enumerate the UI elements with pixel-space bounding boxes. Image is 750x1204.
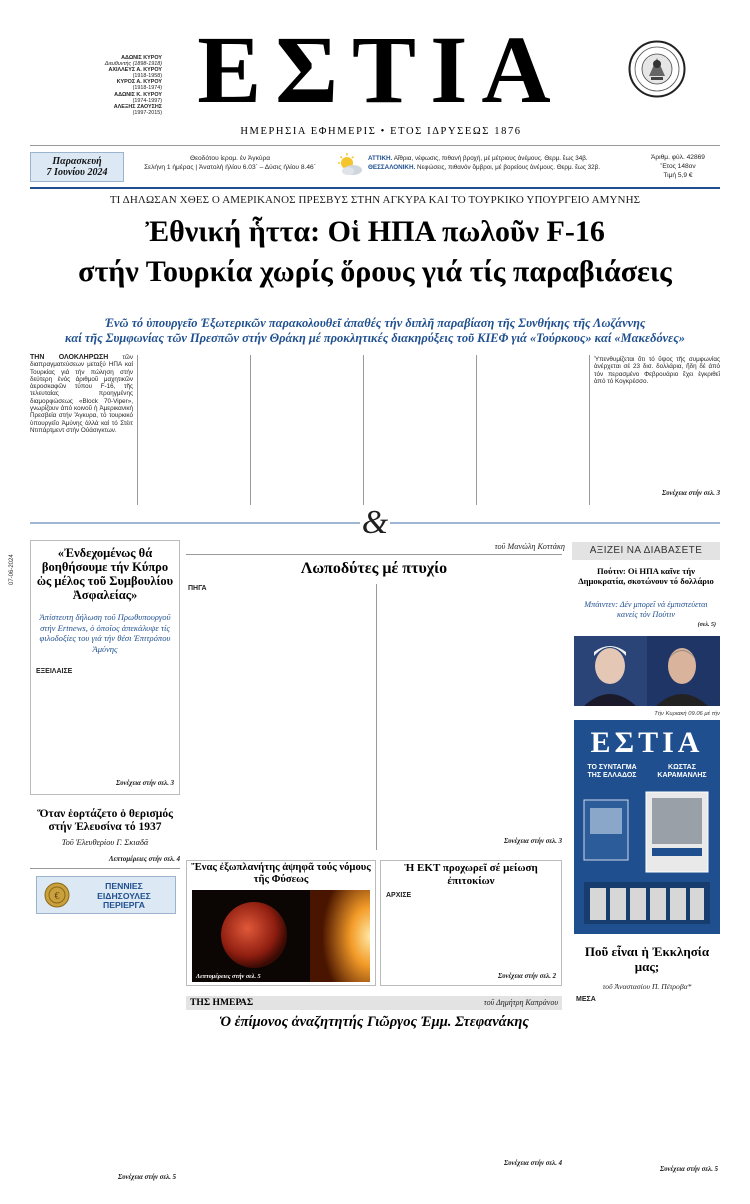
ecb-title[interactable]: Ἡ ΕΚΤ προχωρεῖ σέ μείωση ἐπιτοκίων [404,862,538,887]
feature-col-1-lines [188,593,370,849]
sunday-note: Τήν Κυριακή 09.06 μέ τήν [654,711,720,717]
date-box [30,152,124,182]
founder-years: (1918-1958) [132,73,162,80]
feature-dropcap: ΠΗΓΑ [188,585,207,592]
lead-column-3 [255,356,358,504]
weather-region: ΘΕΣΣΑΛΟΝΙΚΗ. [368,164,416,171]
tis-col-1 [188,1036,276,1168]
svg-text:€: € [54,891,60,902]
sidebar-deck: Μπάιντεν: Δέν μπορεῖ νά ἐμπιστεύεται κανείς τόν Πούτιν [584,600,708,619]
eleusis-author: Τοῦ Ἐλευθερίου Γ. Σκιαδᾶ [61,838,149,847]
gossip-body-2 [36,998,176,1072]
promo-book-1: ΤΟ ΣΥΝΤΑΓΜΑ ΤΗΣ ΕΛΛΑΔΟΣ [587,764,637,779]
gossip-see-more: Συνέχεια στήν σελ. 5 [117,1174,176,1181]
feature-title[interactable]: Λωποδύτες μέ πτυχίο [300,560,448,577]
left-story-dropcap: ΕΞΕΙΛΑΙΣΕ [36,668,73,675]
lead-see-more: Συνέχεια στήν σελ. 3 [661,490,720,497]
tis-imeras-label: ΤΗΣ ΗΜΕΡΑΣ [190,997,254,1008]
leaders-photo [574,636,720,706]
eleusis-see-more: Λεπτομέρειες στήν σελ. 4 [108,856,180,863]
tis-imeras-author: τοῦ Δημήτρη Καπράνου [483,998,558,1007]
saint-day: Θεοδότου ἱερομ. ἐν Ἀγκύρα [189,155,271,162]
feature-see-more: Συνέχεια στήν σελ. 3 [503,838,562,845]
founder-years: Διευθυντής (1898-1918) [104,61,162,68]
moon-sun-times: Σελήνη 1 ἡμέρας | Ἀνατολὴ ἡλίου 6.03΄ – Δύσις ἡλίου 8.46΄ [144,164,316,171]
issue-number: Ἀριθμ. φύλ. 42869 [651,154,705,161]
promo-books-image [580,786,714,930]
sidebar-see-more: (σελ. 5) [697,622,716,628]
church-see-more: Συνέχεια στήν σελ. 5 [659,1166,718,1173]
exoplanet-title[interactable]: Ἕνας ἐξωπλανήτης ἀψηφᾶ τούς νόμους τῆς Φύσεως [191,862,371,885]
sidebar-title[interactable]: Πούτιν: Οἱ ΗΠΑ καῖνε τήν Δημοκρατία, σκοτώνουν τό δολλάριο [578,566,714,586]
tis-imeras-title[interactable]: Ὁ ἐπίμονος ἀναζητητής Γιῶργος Ἐμμ. Στεφανάκης [219,1014,529,1030]
left-story-lines [36,676,174,776]
lead-text: τῶν διαπραγματεύσεων μεταξύ ΗΠΑ καί Τουρκίας γιά τήν πώληση στήν δεύτερη ἑνός ἀριθμοῦ μαχητικῶν ἀεροσκαφῶν τύπου F-16, τῆς τελευταίας προηγμένης διαμορφώσεως «Block 70-Viper», γνωρίζουν ἀπό κοινοῦ ἡ Ἀμερικανική Πρεσβεία στήν Ἄγκυρα, τό τουρκικό ὑπουργεῖο Ἀμύνης ἀλλά καί τό Στέιτ Ντιπάρτμεντ στήν Οὐάσιγκτων. [30,354,133,434]
ecb-see-more: Συνέχεια στήν σελ. 2 [497,973,556,980]
coin-icon [44,882,70,908]
exoplanet-image [192,890,370,982]
day-label: Παρασκευή [52,156,102,167]
church-dropcap: ΜΕΣΑ [576,996,596,1003]
ecb-dropcap: ΑΡΧΙΣΕ [386,892,412,899]
deck-line-1: Ἐνῶ τό ὑπουργεῖο Ἐξωτερικῶν παρακολουθεῖ ἀπαθές τήν διπλῆ παραβίαση τῆς Συνθήκης τῆς Λωζάννης [104,316,646,330]
masthead-logo: ΕΣΤΙΑ [197,16,565,123]
exoplanet-see-more: Λεπτομέρειες στήν σελ. 5 [196,973,261,980]
lead-dropcap: ΤΗΝ ΟΛΟΚΛΗΡΩΣΗ [30,354,109,361]
date-label: 7 Ιουνίου 2024 [46,167,108,178]
lead-column-5 [481,356,584,504]
founder-name: ΑΔΩΝΙΣ ΚΥΡΟΥ [121,55,162,61]
weather-forecast: Νεφώσεις, πιθανόν ὄμβροι, μέ βορείους ἀνέμους. Θερμ. ἕως 32β. [417,164,601,171]
margin-date: 07-06-2024 [9,554,15,585]
deck-line-2: καί τῆς Συμφωνίας τῶν Πρεσπῶν στήν Θράκη μέ προκλητικές διακηρύξεις τοῦ ΚΙΕΦ γιά «Τούρκους» καί «Μακεδόνες» [65,331,685,345]
founders-list [92,55,162,116]
issue-info [636,153,720,180]
promo-logo: ΕΣΤΙΑ [590,726,704,759]
feature-author: τοῦ Μανώλη Κοττάκη [494,542,565,551]
ecb-lines [386,900,556,970]
kicker: ΤΙ ΔΗΛΩΣΑΝ ΧΘΕΣ Ο ΑΜΕΡΙΚΑΝΟΣ ΠΡΕΣΒΥΣ ΣΤΗΝ ΑΓΚΥΡΑ ΚΑΙ ΤΟ ΤΟΥΡΚΙΚΟ ΥΠΟΥΡΓΕΙΟ ΑΜΥΝΗΣ [109,194,641,206]
gossip-title: ΠΕΝΝΙΕΣ ΕΙΔΗΣΟΥΛΕΣ ΠΕΡΙΕΡΓΑ [97,881,151,910]
masthead-tagline: ΗΜΕΡΗΣΙΑ ΕΦΗΜΕΡΙΣ • ΕΤΟΣ ΙΔΡΥΣΕΩΣ 1876 [240,126,522,137]
founder-name: ΑΧΙΛΛΕΥΣ Α. ΚΥΡΟΥ [108,67,162,74]
church-author: τοῦ Ἀναστασίου Π. Πέτροβα* [602,982,692,991]
left-story-see-more: Συνέχεια στήν σελ. 3 [115,780,174,787]
lead-column-1 [30,354,133,506]
left-story-deck: Ἀπίστευτη δήλωση τοῦ Πρωθυπουργοῦ στήν Ertnews, ὁ ὁποῖος ἀπεκάλυψε τίς φιλοδοξίες του γιά τήν θέσι Ἐπιτρόπου Ἀμύνης [39,612,171,654]
feature-col-2 [382,586,562,834]
eleusis-title[interactable]: Ὅταν ἑορτάζετο ὁ θερισμός στήν Ἐλευσίνα τό 1937 [37,808,173,833]
founder-years: (1918-1974) [132,85,162,92]
tis-col-4 [470,1036,562,1158]
weather-icon [336,153,364,179]
church-lines [576,1004,718,1162]
founder-years: (1974-1997) [132,97,162,104]
gossip-body-3 [36,1076,176,1172]
lead-column-2 [142,356,245,504]
promo-book-2: ΚΩΣΤΑΣ ΚΑΡΑΜΑΝΛΗΣ [657,764,707,779]
founder-name: ΑΛΕΞΗΣ ΖΑΟΥΣΗΣ [113,103,162,110]
saint-and-moon [132,154,328,172]
lead-column-4 [368,356,471,504]
tis-see-more: Συνέχεια στήν σελ. 4 [503,1160,562,1167]
founder-years: (1997-2015) [132,109,162,116]
tis-col-2 [282,1036,370,1168]
weather-forecast: Αἴθρια, νέφωσις, πιθανή βροχή, μέ μέτριους ἀνέμους. Θερμ. ἕως 34β. [393,155,588,162]
tis-col-3 [376,1036,464,1168]
weather-region: ΑΤΤΙΚΗ. [368,155,393,162]
ampersand-ornament: & [361,504,389,541]
founder-name: ΚΥΡΟΣ Α. ΚΥΡΟΥ [116,79,162,86]
headline-line-1: Ἐθνική ἧττα: Οἱ ΗΠΑ πωλοῦν F-16 [145,215,605,248]
issue-year: Ἔτος 148ον [660,163,696,170]
founder-name: ΑΔΩΝΙΣ Κ. ΚΥΡΟΥ [114,91,162,98]
weather-report [368,154,630,172]
left-story-title[interactable]: «Ἐνδεχομένως θά βοηθήσουμε τήν Κύπρο ὡς μέλος τοῦ Συμβουλίου Ἀσφαλείας» [36,546,174,602]
church-title[interactable]: Ποῦ εἶναι ἡ Ἐκκλησία μας; [584,944,710,974]
headline-line-2: στήν Τουρκία χωρίς ὅρους γιά τίς παραβιάσεις [78,255,672,288]
issue-price: Τιμή 5,9 € [663,172,693,179]
sidebar-header: ΑΞΙΖΕΙ ΝΑ ΔΙΑΒΑΣΕΤΕ [572,542,720,560]
lead-column-6: Ὑπενθυμίζεται ὅτι τό ὕψος τῆς συμφωνίας ἀνέρχεται σέ 23 δισ. δολλάρια, ἤδη δέ ἀπό τόν περασμένο Φεβρουάριο ἔχει ἐγκριθεῖ ἀπό τό Κογκρέσσο. [594,356,720,385]
seal-icon [628,40,686,98]
gossip-body-1 [36,920,176,994]
